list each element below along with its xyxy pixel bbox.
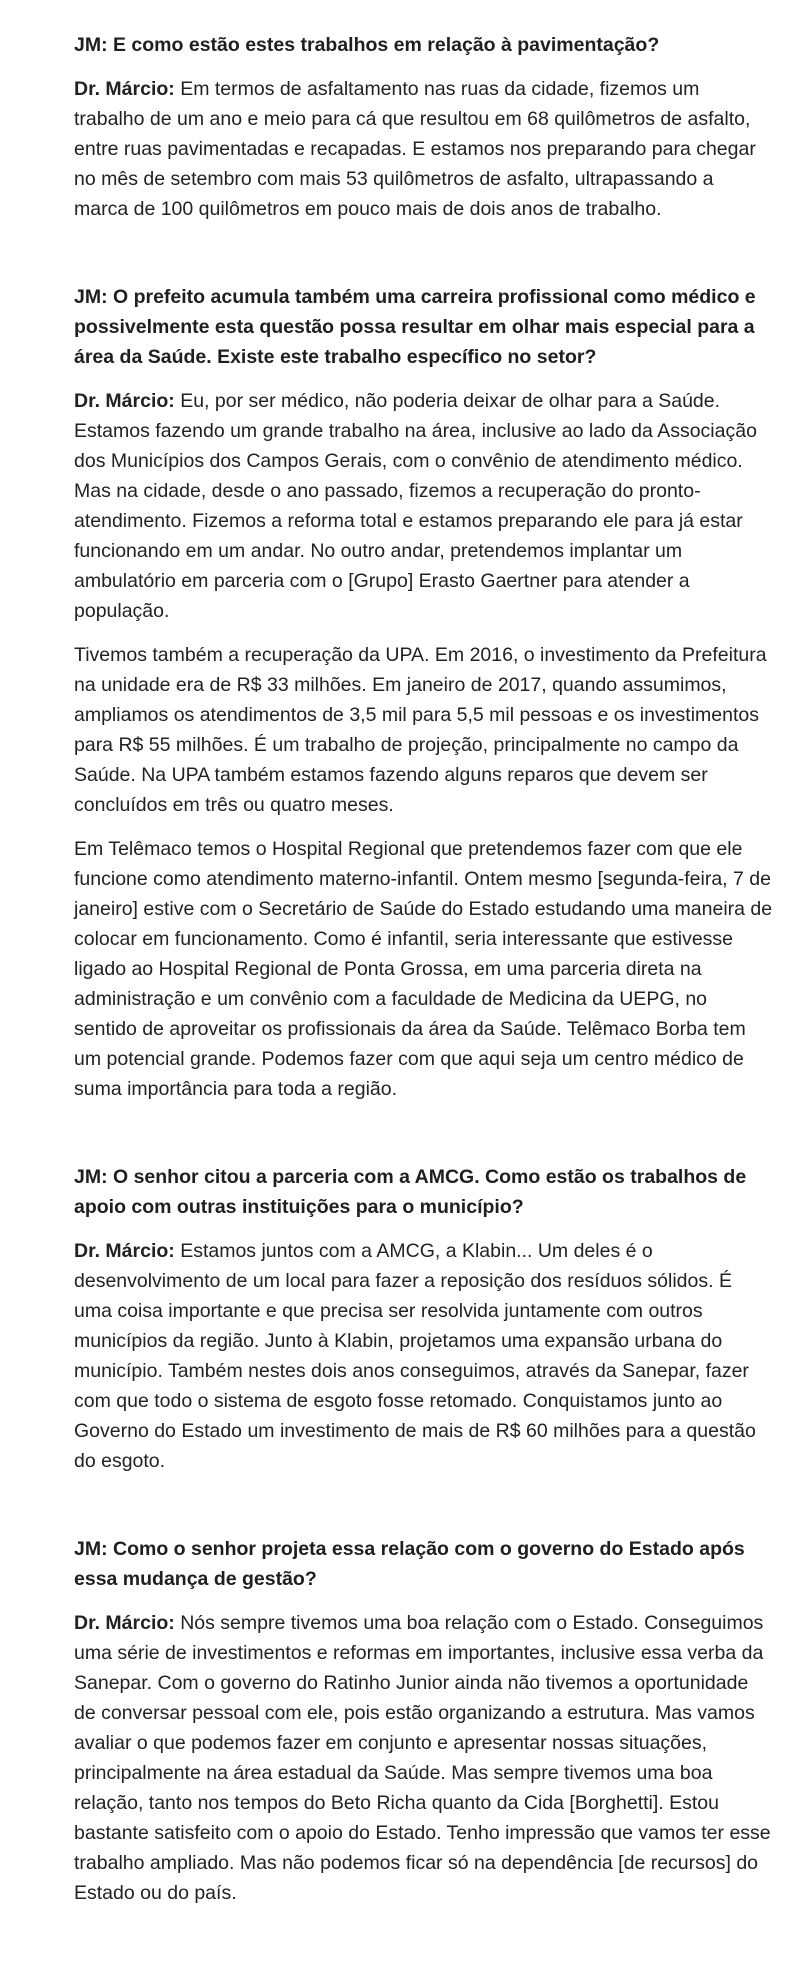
interview-section <box>74 1534 773 1908</box>
answer-text: Estamos juntos com a AMCG, a Klabin... Um deles é o desenvolvimento de um local para fazer a reposição dos resíduos sólidos. É uma coisa importante e que precisa ser resolvida juntamente com outros municípios da região. Junto à Klabin, projetamos uma expansão urbana do município. Também nestes dois anos conseguimos, através da Sanepar, fazer com que todo o sistema de esgoto fosse retomado. Conquistamos junto ao Governo do Estado um investimento de mais de R$ 60 milhões para a questão do esgoto. <box>74 1240 756 1472</box>
answer-text: Eu, por ser médico, não poderia deixar de olhar para a Saúde. Estamos fazendo um grande trabalho na área, inclusive ao lado da Associação dos Municípios dos Campos Gerais, com o convênio de atendimento médico. Mas na cidade, desde o ano passado, fizemos a recuperação do pronto-atendimento. Fizemos a reforma total e estamos preparando ele para já estar funcionando em um andar. No outro andar, pretendemos implantar um ambulatório em parceria com o [Grupo] Erasto Gaertner para atender a população. <box>74 390 757 622</box>
interview-question: JM: O prefeito acumula também uma carreira profissional como médico e possivelmente esta questão possa resultar em olhar mais especial para a área da Saúde. Existe este trabalho específico no setor? <box>74 286 756 368</box>
interview-question: JM: O senhor citou a parceria com a AMCG. Como estão os trabalhos de apoio com outras instituições para o município? <box>74 1166 747 1218</box>
section-spacer <box>74 1490 773 1534</box>
answer-text: Em termos de asfaltamento nas ruas da cidade, fizemos um trabalho de um ano e meio para cá que resultou em 68 quilômetros de asfalto, entre ruas pavimentadas e recapadas. E estamos nos preparando para chegar no mês de setembro com mais 53 quilômetros de asfalto, ultrapassando a marca de 100 quilômetros em pouco mais de dois anos de trabalho. <box>74 78 756 220</box>
interview-answer <box>74 386 773 626</box>
answer-text: Nós sempre tivemos uma boa relação com o Estado. Conseguimos uma série de investimentos e reformas em importantes, inclusive essa verba da Sanepar. Com o governo do Ratinho Junior ainda não tivemos a oportunidade de conversar pessoal com ele, pois estão organizando a estrutura. Mas vamos avaliar o que podemos fazer em conjunto e apresentar nossas situações, principalmente na área estadual da Saúde. Mas sempre tivemos uma boa relação, tanto nos tempos do Beto Richa quanto da Cida [Borghetti]. Estou bastante satisfeito com o apoio do Estado. Tenho impressão que vamos ter esse trabalho ampliado. Mas não podemos ficar só na dependência [de recursos] do Estado ou do país. <box>74 1612 771 1904</box>
section-spacer <box>74 238 773 282</box>
interview-section <box>74 30 773 224</box>
interview-answer <box>74 1236 773 1476</box>
interview-section <box>74 282 773 1104</box>
interview-answer <box>74 1608 773 1908</box>
interview-question: JM: Como o senhor projeta essa relação com o governo do Estado após essa mudança de gestão? <box>74 1538 745 1590</box>
speaker-label: Dr. Márcio: <box>74 1612 175 1634</box>
speaker-label: Dr. Márcio: <box>74 1240 175 1262</box>
interview-answer <box>74 74 773 224</box>
answer-paragraph: Tivemos também a recuperação da UPA. Em 2016, o investimento da Prefeitura na unidade era de R$ 33 milhões. Em janeiro de 2017, quando assumimos, ampliamos os atendimentos de 3,5 mil para 5,5 mil pessoas e os investimentos para R$ 55 milhões. É um trabalho de projeção, principalmente no campo da Saúde. Na UPA também estamos fazendo alguns reparos que devem ser concluídos em três ou quatro meses. <box>74 644 767 816</box>
answer-paragraph: Em Telêmaco temos o Hospital Regional que pretendemos fazer com que ele funcione como atendimento materno-infantil. Ontem mesmo [segunda-feira, 7 de janeiro] estive com o Secretário de Saúde do Estado estudando uma maneira de colocar em funcionamento. Como é infantil, seria interessante que estivesse ligado ao Hospital Regional de Ponta Grossa, em uma parceria direta na administração e um convênio com a faculdade de Medicina da UEPG, no sentido de aproveitar os profissionais da área da Saúde. Telêmaco Borba tem um potencial grande. Podemos fazer com que aqui seja um centro médico de suma importância para toda a região. <box>74 838 773 1100</box>
speaker-label: Dr. Márcio: <box>74 390 175 412</box>
section-spacer <box>74 1118 773 1162</box>
speaker-label: Dr. Márcio: <box>74 78 175 100</box>
interview-question: JM: E como estão estes trabalhos em relação à pavimentação? <box>74 34 660 56</box>
interview-section <box>74 1162 773 1476</box>
